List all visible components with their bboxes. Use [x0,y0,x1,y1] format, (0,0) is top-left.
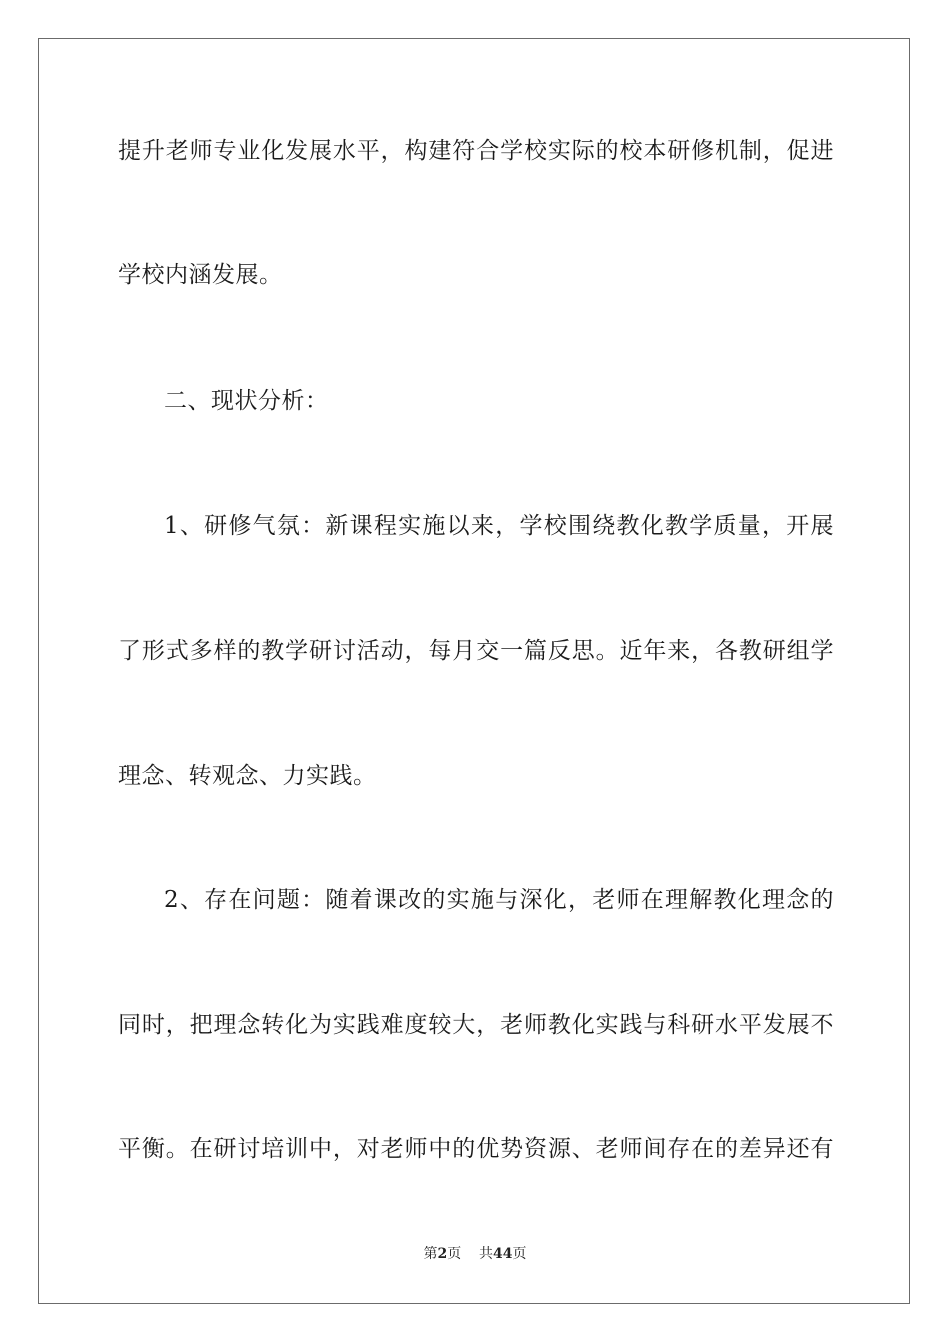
current-page-number: 2 [437,1246,448,1262]
body-line-7: 2、存在问题：随着课改的实施与深化，老师在理解教化理念的 [164,887,834,913]
page-footer [0,1245,950,1263]
total-page-number: 44 [493,1246,513,1262]
page-border [38,38,910,1304]
body-line-9: 平衡。在研讨培训中，对老师中的优势资源、老师间存在的差异还有 [118,1136,834,1162]
body-line-5: 了形式多样的教学研讨活动，每月交一篇反思。近年来，各教研组学 [118,638,834,664]
body-line-6: 理念、转观念、力实践。 [118,763,377,789]
page-unit: 页 [447,1246,462,1262]
body-line-2: 学校内涵发展。 [118,262,283,288]
section-heading: 二、现状分析： [164,388,329,414]
page-prefix: 第 [423,1246,438,1262]
body-line-1: 提升老师专业化发展水平，构建符合学校实际的校本研修机制，促进 [118,138,834,164]
total-unit: 页 [512,1246,527,1262]
total-prefix: 共 [479,1246,494,1262]
body-line-4: 1、研修气氛：新课程实施以来，学校围绕教化教学质量，开展 [164,513,834,539]
body-line-8: 同时，把理念转化为实践难度较大，老师教化实践与科研水平发展不 [118,1012,834,1038]
